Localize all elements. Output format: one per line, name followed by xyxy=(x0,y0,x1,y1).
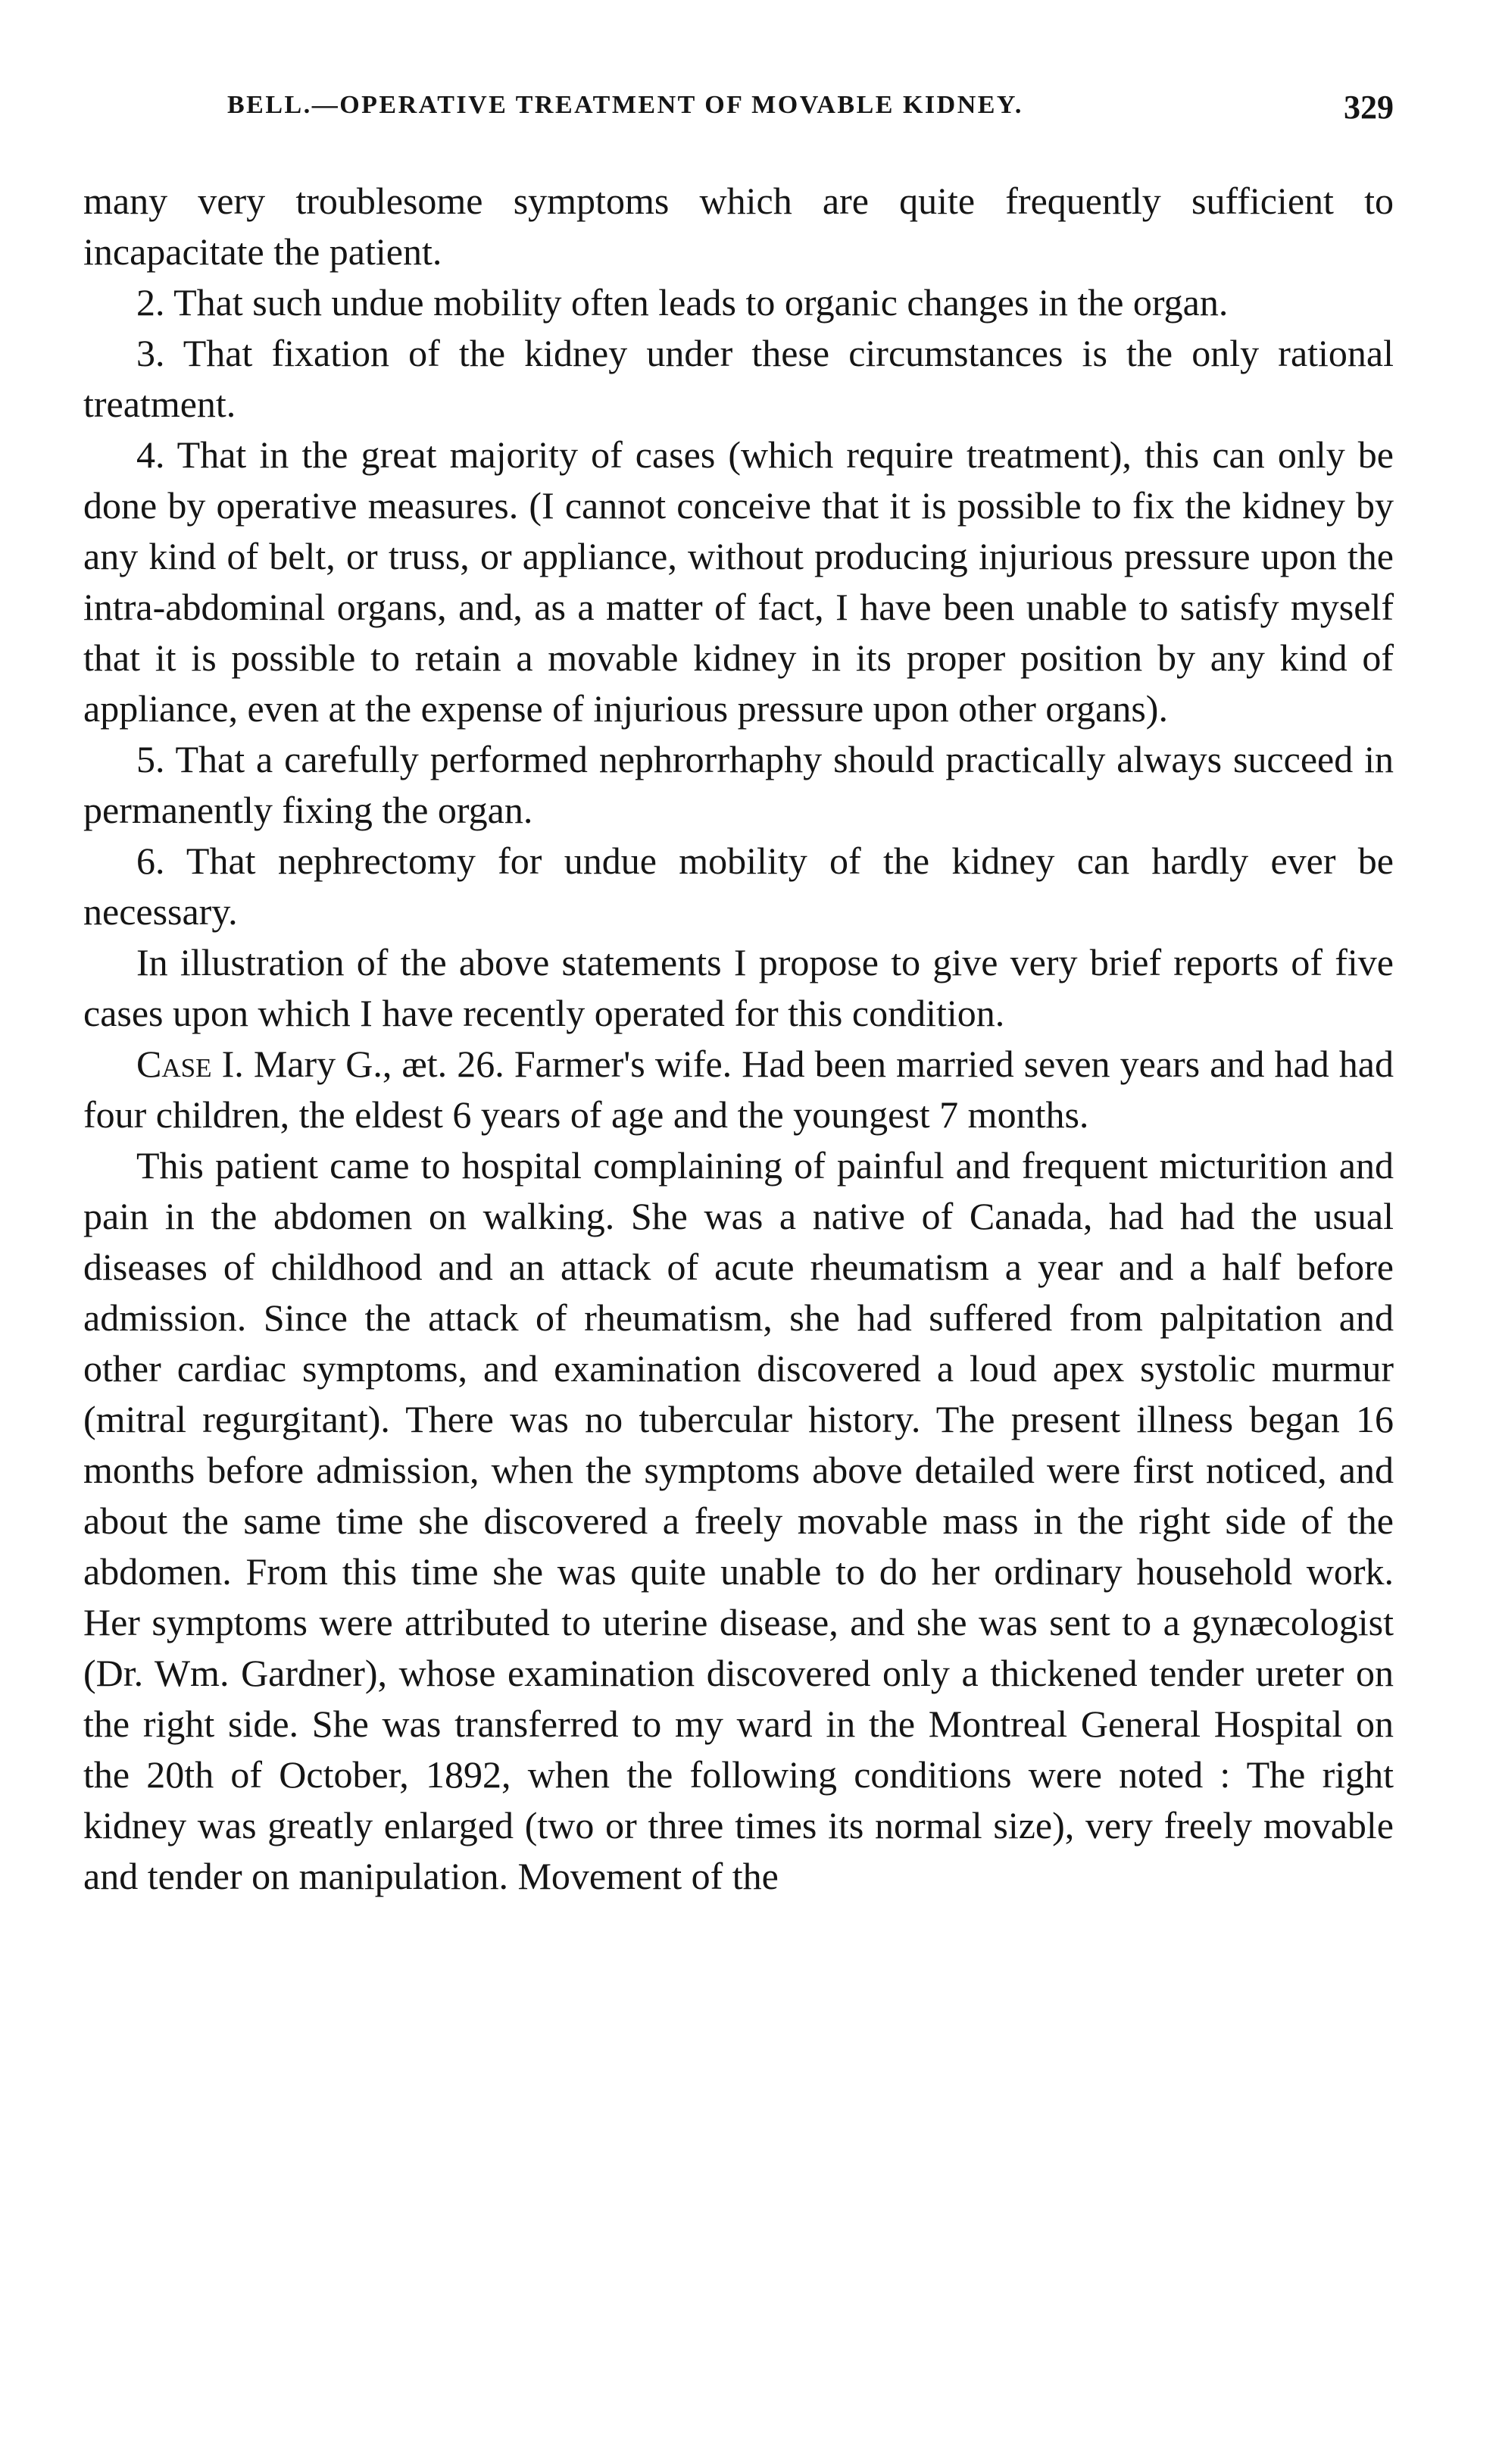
paragraph-text: Mary G., æt. 26. Farmer's wife. Had been married seven years and had had four children, the eldest 6 years of age and the youngest 7 months. xyxy=(83,1043,1394,1136)
paragraph-text: 2. That such undue mobility often leads to organic changes in the organ. xyxy=(136,281,1229,324)
paragraph-text: 6. That nephrectomy for undue mobility of the kidney can hardly ever be necessary. xyxy=(83,840,1394,933)
paragraph-point-6 xyxy=(83,836,1394,937)
paragraph-text: 4. That in the great majority of cases (which require treatment), this can only be done by operative measures. (I cannot conceive that it is possible to fix the kidney by any kind of belt, or truss, or appliance, without producing injurious pressure upon the intra-abdominal organs, and, as a matter of fact, I have been unable to satisfy myself that it is possible to retain a movable kidney in its proper position by any kind of appliance, even at the expense of injurious pressure upon other organs). xyxy=(83,433,1394,730)
paragraph-text: This patient came to hospital complaining of painful and frequent micturition and pain in the abdomen on walking. She was a native of Canada, had had the usual diseases of childhood and an attack of acute rheumatism a year and a half before admission. Since the attack of rheumatism, she had suffered from palpitation and other cardiac symptoms, and examination discovered a loud apex systolic murmur (mitral regurgitant). There was no tubercular history. The present illness began 16 months before admission, when the symptoms above detailed were first noticed, and about the same time she discovered a freely movable mass in the right side of the abdomen. From this time she was quite unable to do her ordinary household work. Her symptoms were attributed to uterine disease, and she was sent to a gynæcologist (Dr. Wm. Gardner), whose examination discovered only a thickened tender ureter on the right side. She was transferred to my ward in the Montreal General Hospital on the 20th of October, 1892, when the following conditions were noted : The right kidney was greatly enlarged (two or three times its normal size), very freely movable and tender on manipulation. Movement of the xyxy=(83,1144,1394,1897)
document-page xyxy=(83,91,1394,1902)
paragraph-continuation xyxy=(83,176,1394,277)
body-text xyxy=(83,176,1394,1902)
paragraph-point-4 xyxy=(83,430,1394,734)
paragraph-point-2 xyxy=(83,277,1394,328)
paragraph-text: many very troublesome symptoms which are quite frequently sufficient to incapacitate the patient. xyxy=(83,180,1394,273)
paragraph-point-5 xyxy=(83,734,1394,836)
paragraph-text: 5. That a carefully performed nephrorrhaphy should practically always succeed in permanently fixing the organ. xyxy=(83,738,1394,831)
paragraph-point-3 xyxy=(83,328,1394,430)
paragraph-case-one-history xyxy=(83,1140,1394,1902)
running-header xyxy=(83,91,1394,136)
paragraph-text: In illustration of the above statements I propose to give very brief reports of five cases upon which I have recently operated for this condition. xyxy=(83,941,1394,1034)
paragraph-illustration xyxy=(83,937,1394,1039)
page-number: 329 xyxy=(1344,89,1394,126)
paragraph-text: 3. That fixation of the kidney under these circumstances is the only rational treatment. xyxy=(83,332,1394,425)
paragraph-case-one-intro xyxy=(83,1039,1394,1140)
running-title: BELL.—OPERATIVE TREATMENT OF MOVABLE KIDNEY. xyxy=(227,91,1023,119)
case-label: Case I. xyxy=(136,1043,244,1085)
